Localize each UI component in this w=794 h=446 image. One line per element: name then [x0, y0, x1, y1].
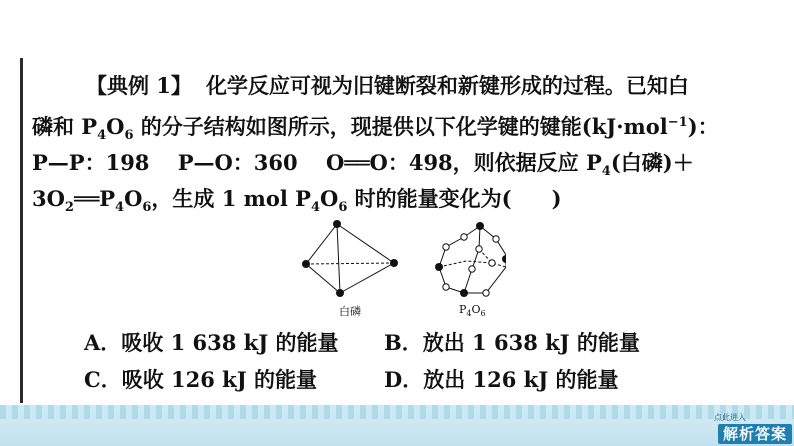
- molecule-figures: [296, 217, 506, 321]
- option-b[interactable]: B．放出 1 638 kJ 的能量: [384, 330, 640, 355]
- question-line-1: [86, 72, 794, 100]
- question-line-2: 磷和 $P_4O_6$ 的分子结构如图所示，现提供以下化学键的键能(kJ·mol$^{-1}$)：: [32, 114, 719, 144]
- bottom-bar-pattern: [0, 405, 794, 419]
- bottom-bar: [0, 405, 794, 446]
- p4o6-caption: $P_4O_6$: [459, 303, 486, 319]
- answer-button-label: 解析答案: [718, 424, 792, 444]
- answer-hint: 点此进入: [714, 413, 746, 422]
- question-line-3: P—P：198 P—O：360 O══O：498，则依据反应 $P_4$(白磷)＋: [32, 150, 694, 180]
- option-d[interactable]: D．放出 126 kJ 的能量: [384, 367, 619, 392]
- white-phosphorus-caption: 白磷: [339, 305, 361, 318]
- question-line-4: $3O_2══P_4O_6$，生成 1 mol $P_4O_6$ 时的能量变化为( ): [32, 186, 562, 216]
- option-c[interactable]: C．吸收 126 kJ 的能量: [84, 367, 317, 392]
- view-answer-button[interactable]: [712, 413, 792, 444]
- white-phosphorus-structure: [306, 224, 394, 293]
- option-a[interactable]: A．吸收 1 638 kJ 的能量: [84, 330, 339, 355]
- question-text-1: 化学反应可视为旧键断裂和新键形成的过程。已知白: [205, 73, 689, 98]
- left-rule: [20, 58, 23, 403]
- example-tag: 【典例 1】: [86, 73, 192, 98]
